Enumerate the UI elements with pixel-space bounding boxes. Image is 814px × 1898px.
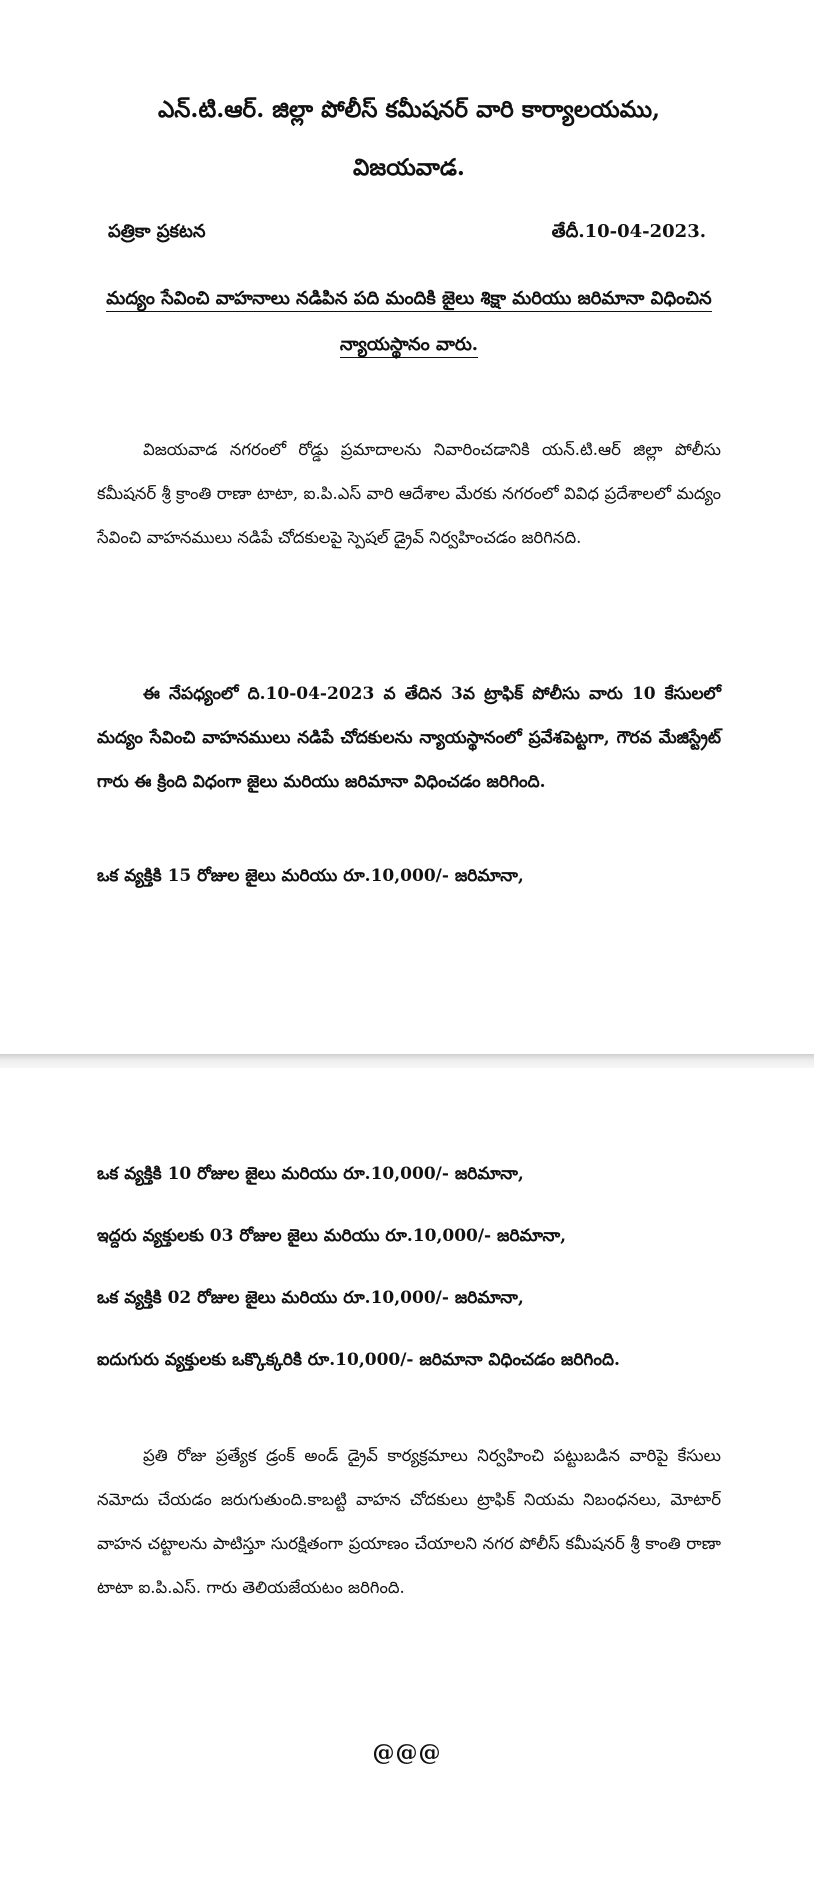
- headline: [97, 276, 721, 368]
- paragraph-intro: విజయవాడ నగరంలో రోడ్డు ప్రమాదాలను నివారించడానికి యన్.టి.ఆర్ జిల్లా పోలీసు కమీషనర్ శ్రీ క్రాంతి రాణా టాటా, ఐ.పి.ఎస్ వారి ఆదేశాల మేరకు నగరంలో వివిధ ప్రదేశాలలో మద్యం సేవించి వాహనములు నడిపే చోదకులపై స్పెషల్ డ్రైవ్ నిర్వహించడం జరిగినది.: [97, 440, 721, 547]
- penalty-line: ఇద్దరు వ్యక్తులకు 03 రోజుల జైలు మరియు రూ.10,000/- జరిమానా,: [97, 1226, 567, 1246]
- penalty-line: ఒక వ్యక్తికి 02 రోజుల జైలు మరియు రూ.10,000/- జరిమానా,: [97, 1288, 524, 1308]
- penalty-line: ఐదుగురు వ్యక్తులకు ఒక్కొక్కరికి రూ.10,000/- జరిమానా విధించడం జరిగింది.: [97, 1350, 620, 1370]
- end-mark: @@@: [372, 1740, 442, 1766]
- penalty-line: ఒక వ్యక్తికి 10 రోజుల జైలు మరియు రూ.10,000/- జరిమానా,: [97, 1164, 524, 1184]
- headline-line-1: మద్యం సేవించి వాహనాలు నడిపిన పది మందికి జైలు శిక్షా మరియు జరిమానా విధించిన: [106, 288, 711, 312]
- penalty-line: ఒక వ్యక్తికి 15 రోజుల జైలు మరియు రూ.10,000/- జరిమానా,: [97, 866, 524, 886]
- paragraph-court-details: ఈ నేపధ్యంలో ది.10-04-2023 వ తేదిన 3వ ట్రాఫిక్ పోలీసు వారు 10 కేసులలో మద్యం సేవించి వాహనములు నడిపే చోదకులను న్యాయస్థానంలో ప్రవేశపెట్టగా, గౌరవ మేజిస్ట్రేట్ గారు ఈ క్రింది విధంగా జైలు మరియు జరిమానా విధించడం జరిగింది.: [97, 684, 721, 792]
- press-release-label: పత్రికా ప్రకటన: [108, 221, 206, 242]
- paragraph-advisory: ప్రతి రోజు ప్రత్యేక డ్రంక్ అండ్ డ్రైవ్ కార్యక్రమాలు నిర్వహించి పట్టుబడిన వారిపై కేసులు నమోదు చేయడం జరుగుతుంది.కాబట్టి వాహన చోదకులు ట్రాఫిక్ నియమ నిబంధనలు, మోటార్ వాహన చట్టాలను పాటిస్తూ సురక్షితంగా ప్రయాణం చేయాలని నగర పోలీస్ కమీషనర్ శ్రీ కాంతి రాణా టాటా ఐ.పి.ఎస్. గారు తెలియజేయటం జరిగింది.: [97, 1446, 721, 1597]
- office-city: విజయవాడ.: [353, 154, 465, 181]
- document-page-2: [0, 1068, 814, 1898]
- office-title: ఎన్.టి.ఆర్. జిల్లా పోలీస్ కమీషనర్ వారి కార్యాలయము,: [157, 96, 661, 123]
- headline-line-2: న్యాయస్థానం వారు.: [340, 334, 478, 358]
- page-separator: [0, 1054, 814, 1068]
- release-date: తేదీ.10-04-2023.: [551, 221, 706, 242]
